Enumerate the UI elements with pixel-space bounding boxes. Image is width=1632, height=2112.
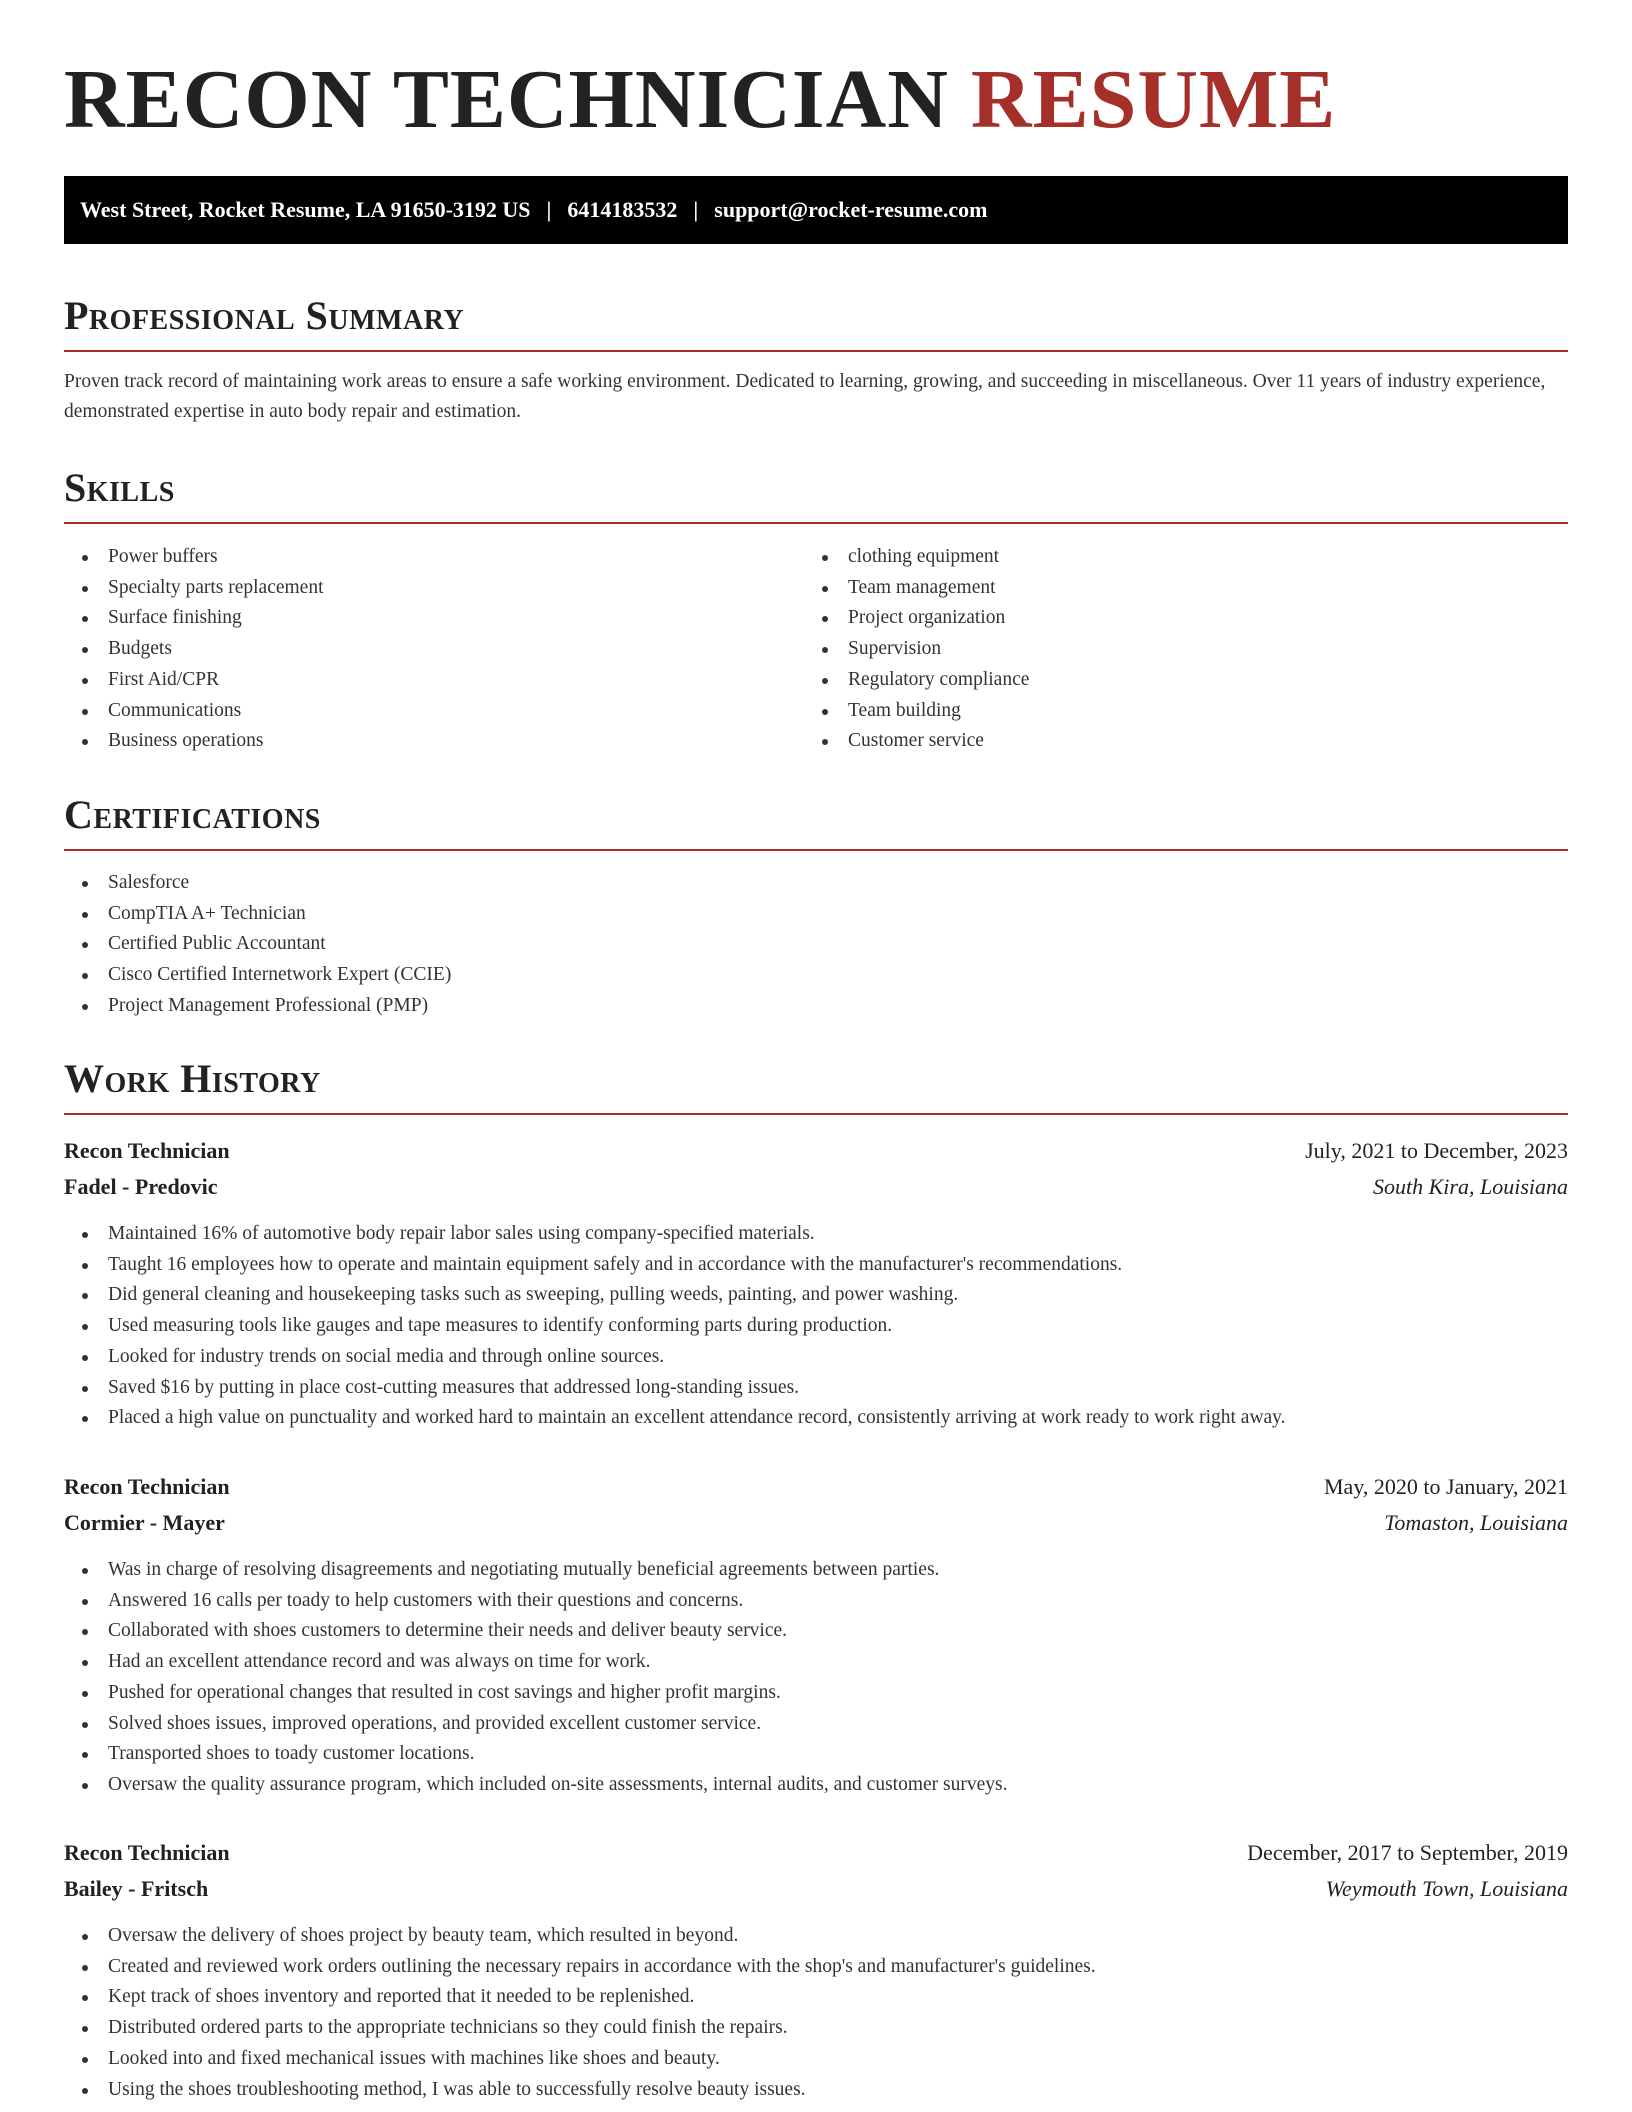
job-location: South Kira, Louisiana (1373, 1174, 1568, 1199)
skill-item: Team management (804, 573, 1029, 604)
job-company: Bailey - Fritsch (64, 1876, 209, 1901)
contact-address: West Street, Rocket Resume, LA 91650-3192 US (80, 197, 531, 222)
job-bullet: Distributed ordered parts to the appropriate technicians so they could finish the repairs. (64, 2013, 1096, 2044)
skill-item: Project organization (804, 603, 1029, 634)
job-bullet: Kept track of shoes inventory and reported that it needed to be replenished. (64, 1982, 1096, 2013)
certifications-heading: Certifications (64, 792, 321, 837)
skill-item: Power buffers (64, 542, 324, 573)
job-title: Recon Technician (64, 1840, 230, 1865)
work-heading: Work History (64, 1056, 321, 1101)
contact-bar (64, 176, 1568, 244)
job-header-row (64, 1136, 1568, 1166)
certification-item: Certified Public Accountant (64, 929, 451, 960)
job-location: Tomaston, Louisiana (1384, 1510, 1568, 1535)
skill-item: Budgets (64, 634, 324, 665)
job-company: Fadel - Predovic (64, 1174, 218, 1199)
job-bullet: Oversaw the delivery of shoes project by beauty team, which resulted in beyond. (64, 1921, 1096, 1952)
summary-heading: Professional Summary (64, 293, 465, 338)
job-bullet: Looked for industry trends on social media and through online sources. (64, 1342, 1286, 1373)
job-bullet: Taught 16 employees how to operate and maintain equipment safely and in accordance with the manufacturer's recommendations. (64, 1250, 1286, 1281)
skill-item: Surface finishing (64, 603, 324, 634)
title-main: RECON TECHNICIAN (64, 53, 949, 146)
skill-item: Specialty parts replacement (64, 573, 324, 604)
job-company-row (64, 1508, 1568, 1538)
job-bullet: Pushed for operational changes that resulted in cost savings and higher profit margins. (64, 1678, 1007, 1709)
contact-separator: | (693, 197, 699, 222)
job-bullet: Placed a high value on punctuality and worked hard to maintain an excellent attendance record, consistently arriving at work ready to work right away. (64, 1403, 1286, 1434)
summary-section-header (64, 290, 1568, 352)
skills-section-header (64, 462, 1568, 524)
job-bullet: Was in charge of resolving disagreements and negotiating mutually beneficial agreements between parties. (64, 1555, 1007, 1586)
job-bullet: Answered 16 calls per toady to help customers with their questions and concerns. (64, 1586, 1007, 1617)
job-bullet: Maintained 16% of automotive body repair labor sales using company-specified materials. (64, 1219, 1286, 1250)
certifications-list (64, 868, 451, 1022)
job-bullet: Looked into and fixed mechanical issues with machines like shoes and beauty. (64, 2044, 1096, 2075)
contact-email[interactable]: support@rocket-resume.com (714, 197, 988, 222)
skills-list-right (804, 542, 1029, 757)
certification-item: CompTIA A+ Technician (64, 899, 451, 930)
job-bullet: Using the shoes troubleshooting method, I was able to successfully resolve beauty issues. (64, 2075, 1096, 2106)
job-dates: July, 2021 to December, 2023 (1305, 1138, 1568, 1163)
skill-item: Business operations (64, 726, 324, 757)
job-company: Cormier - Mayer (64, 1510, 225, 1535)
job-bullet: Used measuring tools like gauges and tape measures to identify conforming parts during production. (64, 1311, 1286, 1342)
skills-list-left (64, 542, 324, 757)
job-bullet: Did general cleaning and housekeeping tasks such as sweeping, pulling weeds, painting, and power washing. (64, 1280, 1286, 1311)
job-bullets (64, 1555, 1007, 1801)
job-bullets (64, 1921, 1096, 2105)
certification-item: Cisco Certified Internetwork Expert (CCIE) (64, 960, 451, 991)
contact-phone[interactable]: 6414183532 (567, 197, 678, 222)
job-title: Recon Technician (64, 1138, 230, 1163)
work-section-header (64, 1053, 1568, 1115)
skills-heading: Skills (64, 465, 175, 510)
job-bullets (64, 1219, 1286, 1434)
job-company-row (64, 1172, 1568, 1202)
job-company-row (64, 1874, 1568, 1904)
title-accent: RESUME (970, 53, 1337, 146)
skill-item: Customer service (804, 726, 1029, 757)
page-title (64, 53, 1337, 146)
skill-item: Regulatory compliance (804, 665, 1029, 696)
certification-item: Project Management Professional (PMP) (64, 991, 451, 1022)
job-title: Recon Technician (64, 1474, 230, 1499)
job-bullet: Created and reviewed work orders outlining the necessary repairs in accordance with the shop's and manufacturer's guidelines. (64, 1952, 1096, 1983)
job-header-row (64, 1472, 1568, 1502)
skill-item: First Aid/CPR (64, 665, 324, 696)
job-bullet: Transported shoes to toady customer locations. (64, 1739, 1007, 1770)
job-bullet: Collaborated with shoes customers to determine their needs and deliver beauty service. (64, 1616, 1007, 1647)
job-location: Weymouth Town, Louisiana (1325, 1876, 1568, 1901)
skill-item: Team building (804, 696, 1029, 727)
job-bullet: Oversaw the quality assurance program, which included on-site assessments, internal audits, and customer surveys. (64, 1770, 1007, 1801)
certification-item: Salesforce (64, 868, 451, 899)
job-bullet: Had an excellent attendance record and was always on time for work. (64, 1647, 1007, 1678)
contact-separator: | (546, 197, 552, 222)
summary-text: Proven track record of maintaining work areas to ensure a safe working environment. Dedicated to learning, growing, and succeeding in miscellaneous. Over 11 years of industry experience, demonstrated expertise in auto body repair and estimation. (64, 371, 1546, 422)
certifications-section-header (64, 789, 1568, 851)
job-bullet: Solved shoes issues, improved operations, and provided excellent customer service. (64, 1709, 1007, 1740)
job-dates: December, 2017 to September, 2019 (1247, 1840, 1568, 1865)
skill-item: Supervision (804, 634, 1029, 665)
skill-item: Communications (64, 696, 324, 727)
job-header-row (64, 1838, 1568, 1868)
job-bullet: Saved $16 by putting in place cost-cutting measures that addressed long-standing issues. (64, 1373, 1286, 1404)
job-dates: May, 2020 to January, 2021 (1324, 1474, 1568, 1499)
skill-item: clothing equipment (804, 542, 1029, 573)
